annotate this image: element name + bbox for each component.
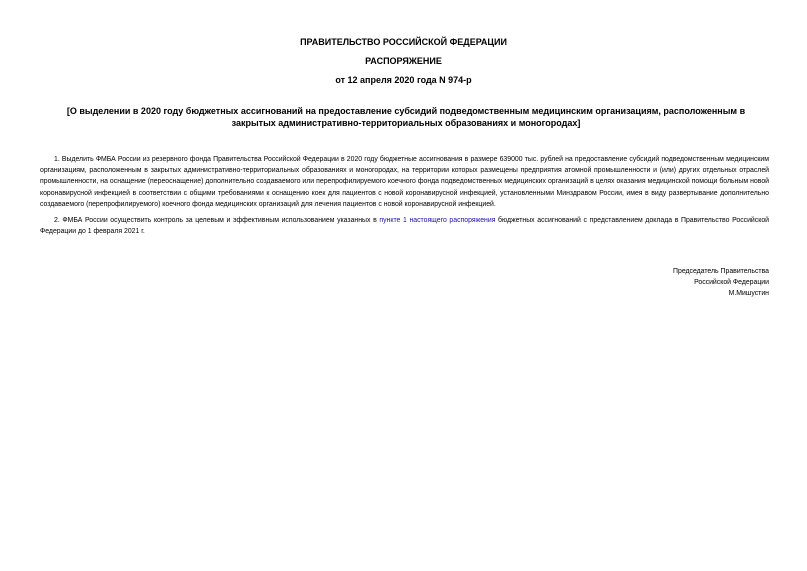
signature-name: М.Мишустин bbox=[728, 290, 769, 297]
signature-organization: Российской Федерации bbox=[694, 279, 769, 286]
paragraph-2 bbox=[40, 215, 769, 237]
document-type-heading: РАСПОРЯЖЕНИЕ bbox=[365, 56, 442, 66]
paragraph-1: 1. Выделить ФМБА России из резервного фонда Правительства Российской Федерации в 2020 году бюджетные ассигнования в размере 639000 тыс. рублей на предоставление субсидий подведомственным медицинским организациям, расположенным в закрытых административно-территориальных образованиях и моногородах, на территории которых размещены предприятия атомной промышленности и (или) других отдельных отраслей промышленности, на оснащение (переоснащение) дополнительно создаваемого или перепрофилируемого коечного фонда подведомственных медицинских организаций в целях оказания медицинской помощи больным новой коронавирусной инфекцией в соответствии с общими требованиями к оснащению коек для пациентов с новой коронавирусной инфекцией, установленными Минздравом России, имея в виду развертывание дополнительно создаваемого (перепрофилируемого) коечного фонда медицинских организаций для лечения пациентов с новой коронавирусной инфекцией. bbox=[40, 156, 769, 208]
signature-block bbox=[560, 266, 769, 299]
paragraph-1-reference-link[interactable]: пункте 1 настоящего распоряжения bbox=[379, 217, 496, 224]
government-heading: ПРАВИТЕЛЬСТВО РОССИЙСКОЙ ФЕДЕРАЦИИ bbox=[300, 37, 507, 47]
document-date-number: от 12 апреля 2020 года N 974-р bbox=[335, 75, 472, 85]
document-title: [О выделении в 2020 году бюджетных ассигнований на предоставление субсидий подведомственным медицинским организациям, расположенным в закрытых административно-территориальных образованиях и моногородах] bbox=[66, 106, 746, 128]
paragraph-2-text-after: бюджетных ассигнований с представлением доклада в Правительство Российской Федерации до 1 февраля 2021 г. bbox=[40, 217, 770, 236]
signature-position: Председатель Правительства bbox=[673, 268, 769, 275]
paragraph-2-text-before: 2. ФМБА России осуществить контроль за целевым и эффективным использованием указанных в bbox=[54, 217, 380, 224]
